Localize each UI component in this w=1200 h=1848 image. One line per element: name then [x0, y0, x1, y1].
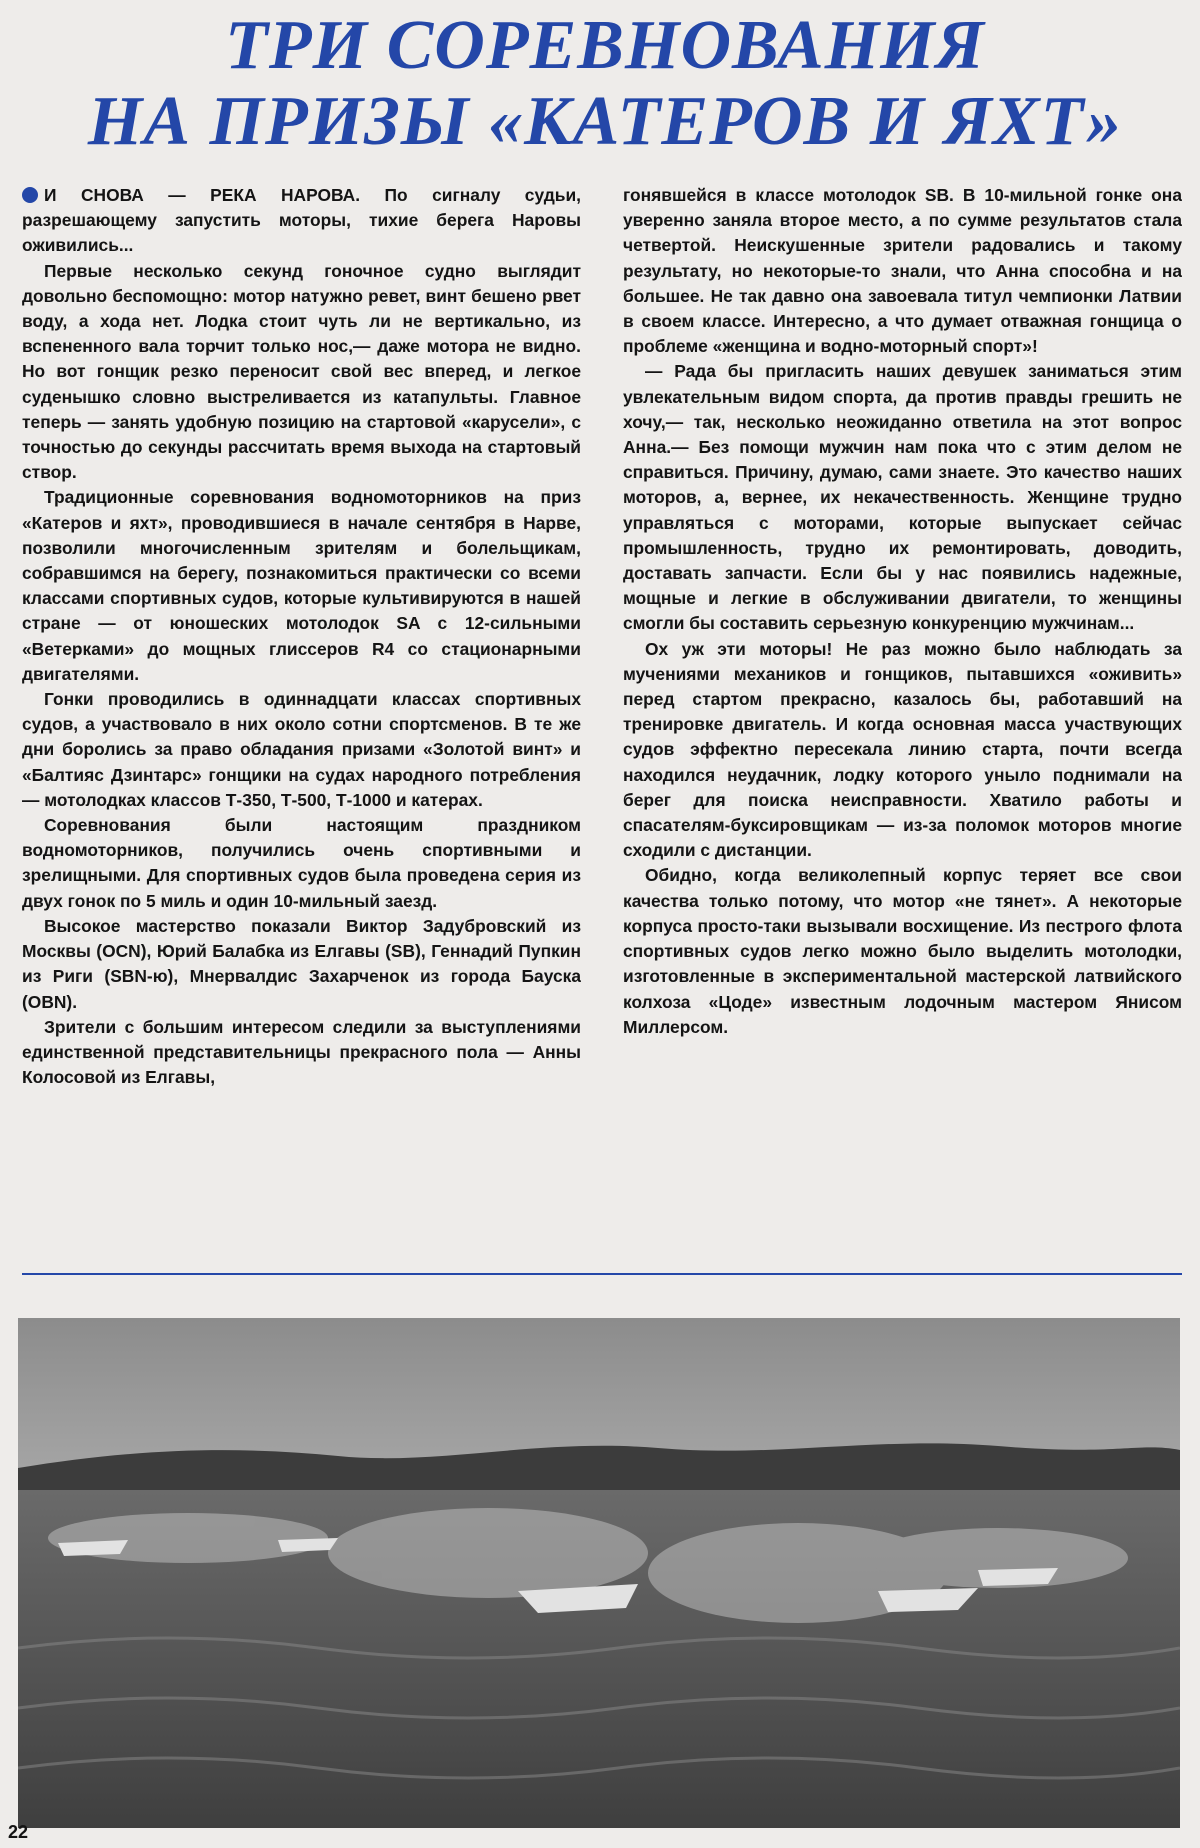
article-paragraph: гонявшейся в классе мотолодок SB. В 10-мильной гонке она уверенно заняла второе место, а по сумме результатов стала четвертой. Неискушенные зрители радовались и такому результату, но некоторые-то знали, что Анна способна и на большее. Не так давно она завоевала титул чемпионки Латвии в своем классе. Интересно, а что думает отважная гонщица о проблеме «женщина и водно-моторный спорт»! — [623, 185, 1182, 357]
article-headline — [30, 8, 1180, 160]
article-paragraph: Высокое мастерство показали Виктор Задубровский из Москвы (OCN), Юрий Балабка из Елгавы (SB), Геннадий Пупкин из Риги (SBN-ю), Мнервалдис Захарченок из города Бауска (OBN). — [22, 915, 581, 1012]
boat — [278, 1538, 338, 1552]
bullet-dot-icon — [22, 187, 38, 203]
headline-line-2: НА ПРИЗЫ «КАТЕРОВ И ЯХТ» — [87, 83, 1123, 160]
article-paragraph: — Рада бы пригласить наших девушек заниматься этим увлекательным видом спорта, да против правды грешить не хочу,— так, несколько неожиданно ответила на этот вопрос Анна.— Без помощи мужчин нам пока что с этим делом не справиться. Причину, думаю, сами знаете. Это качество наших моторов, а, вернее, их некачественность. Женщине трудно управляться с моторами, которые выпускает сейчас промышленность, трудно их ремонтировать, доводить, доставать запчасти. Если бы у нас появились надежные, мощные и легкие в обслуживании двигатели, то женщины смогли бы составить серьезную конкуренцию мужчинам... — [623, 361, 1182, 634]
article-paragraph: Зрители с большим интересом следили за выступлениями единственной представительницы прекрасного пола — Анны Колосовой из Елгавы, — [22, 1016, 581, 1088]
article-paragraph: Традиционные соревнования водномоторников на приз «Катеров и яхт», проводившиеся в начале сентября в Нарве, позволили многочисленным зрителям и болельщикам, собравшимся на берегу, познакомиться практически со всеми классами спортивных судов, которые культивируются в нашей стране — от юношеских мотолодок SA с 12-сильными «Ветерками» до мощных глиссеров R4 со стационарными двигателями. — [22, 487, 581, 684]
headline-line-1: ТРИ СОРЕВНОВАНИЯ — [225, 7, 985, 84]
article-paragraph: Гонки проводились в одиннадцати классах спортивных судов, а участвовало в них около сотни спортсменов. В те же дни боролись за право обладания призами «Золотой винт» и «Балтияс Дзинтарс» гонщики на судах народного потребления — мотолодках классов Т-350, Т-500, Т-1000 и катерах. — [22, 689, 581, 810]
article-body — [22, 183, 1182, 1261]
article-paragraph — [22, 183, 581, 259]
treeline — [18, 1443, 1180, 1493]
boat — [978, 1568, 1058, 1586]
section-divider — [22, 1273, 1182, 1275]
article-column-left — [22, 183, 581, 1261]
sky — [18, 1318, 1180, 1468]
section-lead: И СНОВА — РЕКА НАРОВА. — [44, 185, 361, 205]
page-number: 22 — [8, 1822, 29, 1842]
article-paragraph: Первые несколько секунд гоночное судно выглядит довольно беспомощно: мотор натужно ревет, винт бешено рвет воду, а хода нет. Лодка стоит чуть ли не вертикально, из вспененного вала торчит только нос,— даже мотора не видно. Но вот гонщик резко переносит свой вес вперед, и легкое суденышко словно выстреливается из катапульты. Главное теперь — занять удобную позицию на стартовой «карусели», с точностью до секунды рассчитать время выхода на стартовый створ. — [22, 260, 581, 483]
article-paragraph: Ох уж эти моторы! Не раз можно было наблюдать за мучениями механиков и гонщиков, пытавшихся «оживить» перед стартом прекрасно, казалось бы, работавший на тренировке двигатель. И когда основная масса участвующих судов эффектно пересекала линию старта, почти всегда находился неудачник, лодку которого уныло поднимали на берег для поиска неисправности. Хватило работы и спасателям-буксировщикам — из-за поломок моторов многие сходили с дистанции. — [623, 638, 1182, 861]
article-paragraph: Соревнования были настоящим праздником водномоторников, получились очень спортивными и зрелищными. Для спортивных судов была проведена серия из двух гонок по 5 миль и один 10-мильный заезд. — [22, 815, 581, 911]
boat-race-photo — [18, 1318, 1180, 1828]
paragraph-text: По сигналу судьи, разрешающему запустить моторы, тихие берега Наровы оживились... — [22, 185, 581, 256]
photo-illustration — [18, 1318, 1180, 1828]
article-column-right — [623, 183, 1182, 1261]
article-paragraph: Обидно, когда великолепный корпус теряет все свои качества только потому, что мотор «не тянет». А некоторые корпуса просто-таки вызывали восхищение. Из пестрого флота спортивных судов легко можно было выделить мотолодки, изготовленные в экспериментальной мастерской латвийского колхоза «Цоде» известным лодочным мастером Янисом Миллерсом. — [623, 865, 1182, 1037]
